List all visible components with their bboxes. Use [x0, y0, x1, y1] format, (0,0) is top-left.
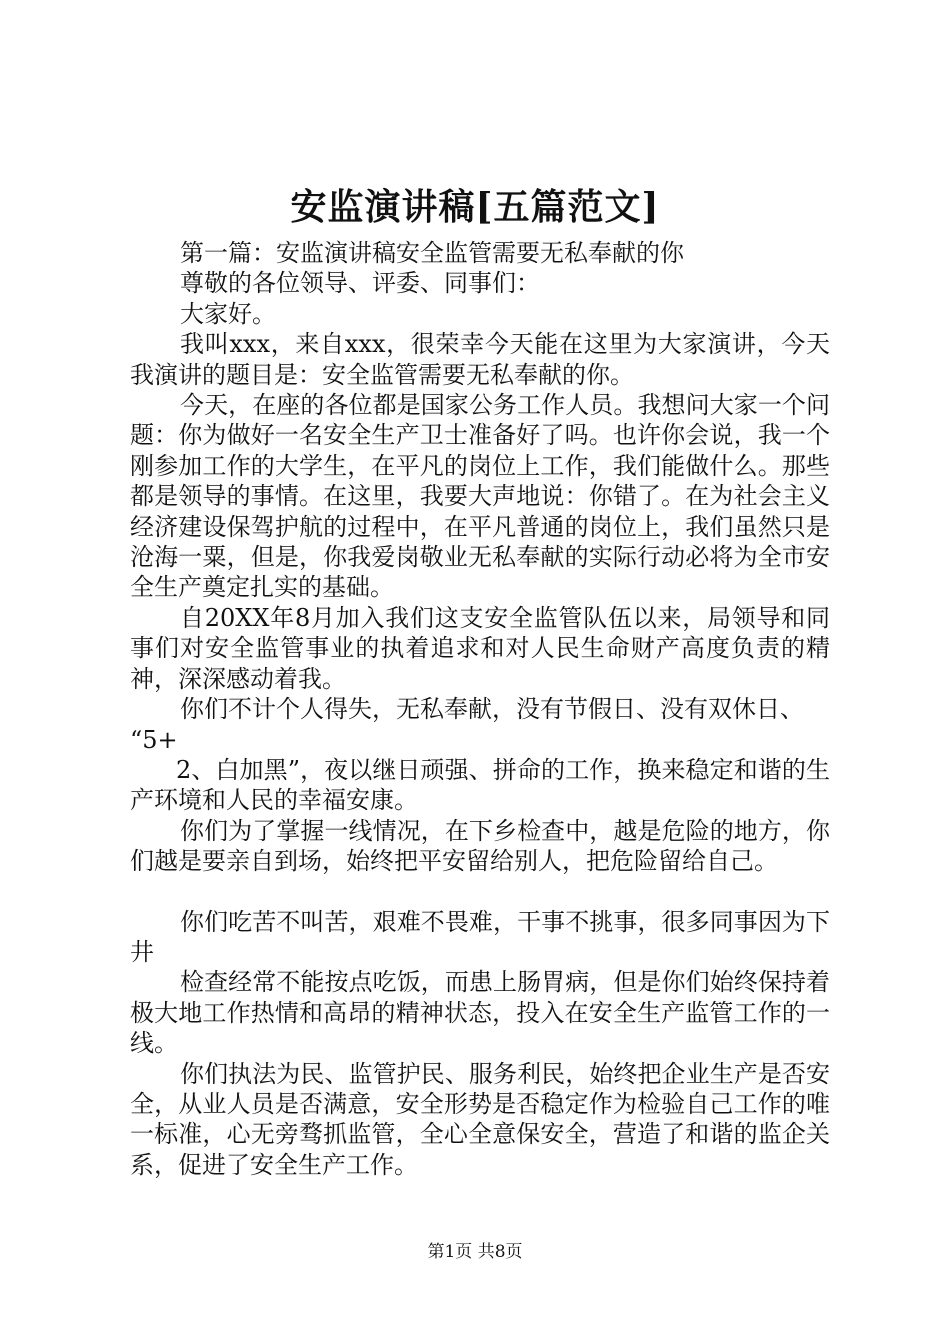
document-body	[130, 238, 830, 1180]
paragraph-continuation: 2、白加黑”，夜以继日顽强、拼命的工作，换来稳定和谐的生产环境和人民的幸福安康。	[130, 755, 830, 815]
paragraph-section-heading: 第一篇：安监演讲稿安全监管需要无私奉献的你	[180, 239, 684, 267]
page-number-footer: 第1页 共8页	[427, 1242, 523, 1262]
paragraph-law-enforcement: 你们执法为民、监管护民、服务利民，始终把企业生产是否安全，从业人员是否满意，安全形势是否稳定作为检验自己工作的唯一标准，心无旁骛抓监管，全心全意保安全，营造了和谐的监企关系，促进了安全生产工作。	[130, 1059, 830, 1179]
paragraph-greeting: 大家好。	[180, 299, 276, 328]
paragraph-introduction: 我叫xxx，来自xxx，很荣幸今天能在这里为大家演讲，今天我演讲的题目是：安全监管需要无私奉献的你。	[130, 330, 830, 389]
paragraph-joining: 自20XX年8月加入我们这支安全监管队伍以来，局领导和同事们对安全监管事业的执着追求和对人民生命财产高度负责的精神，深深感动着我。	[130, 603, 830, 693]
paragraph-hardship: 你们吃苦不叫苦，艰难不畏难，干事不挑事，很多同事因为下井	[130, 907, 830, 966]
document-title: 安监演讲稿[五篇范文]	[290, 186, 660, 228]
paragraph-question: 今天，在座的各位都是国家公务工作人员。我想问大家一个问题：你为做好一名安全生产卫士准备好了吗。也许你会说，我一个刚参加工作的大学生，在平凡的岗位上工作，我们能做什么。那些都是领导的事情。在这里，我要大声地说：你错了。在为社会主义经济建设保驾护航的过程中，在平凡普通的岗位上，我们虽然只是沧海一粟，但是，你我爱岗敬业无私奉献的实际行动必将为全市安全生产奠定扎实的基础。	[130, 391, 830, 602]
paragraph-fragment: “5+	[130, 725, 178, 754]
paragraph-frontline: 你们为了掌握一线情况，在下乡检查中，越是危险的地方，你们越是要亲自到场，始终把平安留给别人，把危险留给自己。	[130, 816, 830, 876]
paragraph-dedication: 你们不计个人得失，无私奉献，没有节假日、没有双休日、	[180, 695, 804, 724]
paragraph-inspection: 检查经常不能按点吃饭，而患上肠胃病，但是你们始终保持着极大地工作热情和高昂的精神状态，投入在安全生产监管工作的一线。	[130, 968, 830, 1058]
paragraph-salutation: 尊敬的各位领导、评委、同事们：	[180, 269, 540, 298]
paragraph-spacer	[130, 877, 830, 907]
